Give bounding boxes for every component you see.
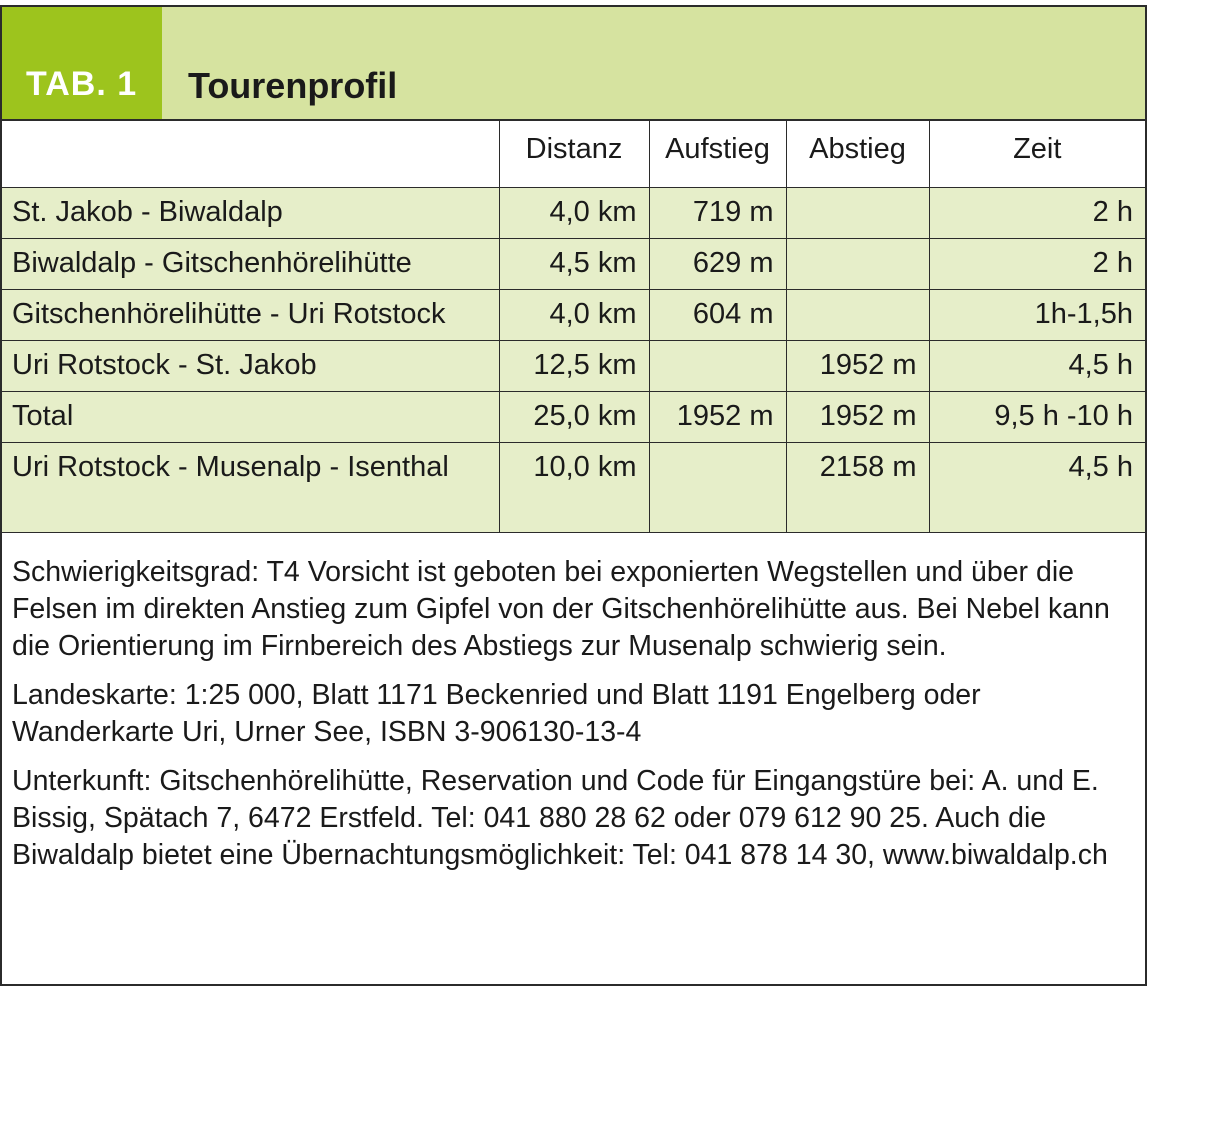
column-header-aufstieg: Aufstieg <box>649 121 786 187</box>
difficulty-note: Schwierigkeitsgrad: T4 Vorsicht ist geboten bei exponierten Wegstellen und über die Felsen im direkten Anstieg zum Gipfel von der Gitschenhörelihütte aus. Bei Nebel kann die Orientierung im Firnbereich des Abstiegs zur Musenalp schwierig sein. <box>12 556 1110 662</box>
table-row <box>2 340 1145 391</box>
distanz-cell: 4,0 km <box>499 289 649 340</box>
aufstieg-cell: 719 m <box>649 187 786 238</box>
table-row <box>2 442 1145 532</box>
notes-section <box>12 554 1132 886</box>
zeit-cell: 1h-1,5h <box>929 289 1145 340</box>
route-cell: Total <box>2 391 499 442</box>
route-cell: St. Jakob - Biwaldalp <box>2 187 499 238</box>
table-row <box>2 289 1145 340</box>
column-header-zeit: Zeit <box>929 121 1145 187</box>
table-header <box>2 7 1145 121</box>
aufstieg-cell: 604 m <box>649 289 786 340</box>
abstieg-cell: 2158 m <box>786 442 929 532</box>
table-row <box>2 238 1145 289</box>
distanz-cell: 12,5 km <box>499 340 649 391</box>
zeit-cell: 4,5 h <box>929 442 1145 532</box>
column-header-abstieg: Abstieg <box>786 121 929 187</box>
zeit-cell: 2 h <box>929 238 1145 289</box>
distanz-cell: 4,0 km <box>499 187 649 238</box>
column-header-route <box>2 121 499 187</box>
tab-label: TAB. 1 <box>2 7 162 119</box>
accommodation-note: Unterkunft: Gitschenhörelihütte, Reservation und Code für Eingangstüre bei: A. und E. Bissig, Spätach 7, 6472 Erstfeld. Tel: 041 880 28 62 oder 079 612 90 25. Auch die Biwaldalp bietet eine Übernachtungsmöglichkeit: Tel: 041 878 14 30, www.biwaldalp.ch <box>12 765 1108 871</box>
abstieg-cell <box>786 187 929 238</box>
route-cell: Uri Rotstock - Musenalp - Isenthal <box>2 442 499 532</box>
table-header-row <box>2 121 1145 187</box>
tour-profile-table <box>2 121 1145 533</box>
route-cell: Biwaldalp - Gitschenhörelihütte <box>2 238 499 289</box>
route-cell: Uri Rotstock - St. Jakob <box>2 340 499 391</box>
zeit-cell: 9,5 h -10 h <box>929 391 1145 442</box>
column-header-distanz: Distanz <box>499 121 649 187</box>
distanz-cell: 25,0 km <box>499 391 649 442</box>
distanz-cell: 4,5 km <box>499 238 649 289</box>
distanz-cell: 10,0 km <box>499 442 649 532</box>
zeit-cell: 2 h <box>929 187 1145 238</box>
route-cell: Gitschenhörelihütte - Uri Rotstock <box>2 289 499 340</box>
aufstieg-cell <box>649 442 786 532</box>
abstieg-cell: 1952 m <box>786 340 929 391</box>
aufstieg-cell: 629 m <box>649 238 786 289</box>
abstieg-cell <box>786 238 929 289</box>
table-row <box>2 187 1145 238</box>
map-note: Landeskarte: 1:25 000, Blatt 1171 Beckenried und Blatt 1191 Engelberg oder Wanderkarte Uri, Urner See, ISBN 3-906130-13-4 <box>12 679 981 748</box>
table-row-total <box>2 391 1145 442</box>
abstieg-cell: 1952 m <box>786 391 929 442</box>
aufstieg-cell <box>649 340 786 391</box>
zeit-cell: 4,5 h <box>929 340 1145 391</box>
table-title: Tourenprofil <box>188 65 398 106</box>
aufstieg-cell: 1952 m <box>649 391 786 442</box>
abstieg-cell <box>786 289 929 340</box>
